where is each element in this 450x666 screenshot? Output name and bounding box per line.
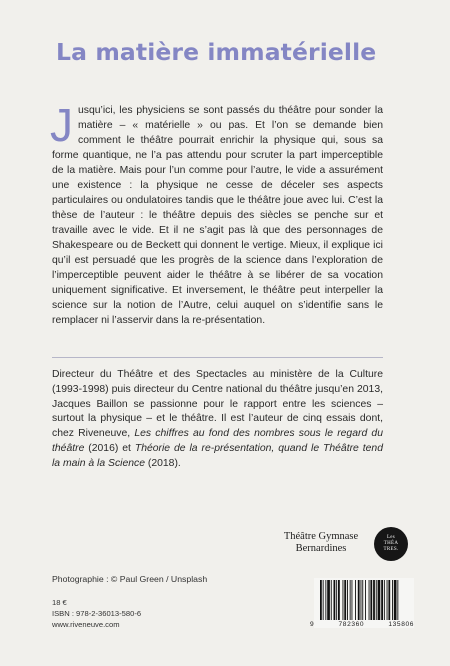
barcode-digits-right: 135806 xyxy=(388,621,414,628)
barcode-bar xyxy=(387,580,388,620)
barcode-bar xyxy=(394,580,397,620)
barcode-bar xyxy=(369,580,370,620)
barcode-bar xyxy=(331,580,332,620)
isbn: ISBN : 978-2-36013-580-6 xyxy=(52,609,142,618)
les-theatres-logo xyxy=(374,527,408,561)
barcode-bar xyxy=(376,580,377,620)
barcode-bar xyxy=(343,580,344,620)
barcode-digits-left: 782360 xyxy=(338,621,365,628)
barcode-bar xyxy=(323,580,324,620)
barcode-bar xyxy=(384,580,385,620)
barcode-digits xyxy=(310,621,414,628)
barcode-bar xyxy=(344,580,346,620)
publisher-name xyxy=(268,531,374,555)
publisher-line-2: Bernardines xyxy=(295,543,347,554)
barcode-bar xyxy=(392,580,393,620)
barcode-bar xyxy=(388,580,390,620)
logo-line-1: Les xyxy=(386,535,396,540)
barcode-bar xyxy=(325,580,326,620)
barcode-bar xyxy=(327,580,330,620)
barcode-bar xyxy=(361,580,362,620)
barcode-digit-first: 9 xyxy=(310,621,315,628)
barcode-bar xyxy=(362,580,363,620)
barcode-bar xyxy=(381,580,383,620)
price: 18 € xyxy=(52,598,67,607)
bio-text-2: (2016) et xyxy=(84,442,135,454)
section-divider xyxy=(52,357,383,358)
barcode-bar xyxy=(338,580,340,620)
barcode-bar xyxy=(352,580,353,620)
book-meta xyxy=(52,597,141,630)
publisher-line-1: Théâtre Gymnase xyxy=(283,531,359,542)
book-reference-2: Théorie de la re-présentation, quand le Théâtre tend la main à la Science xyxy=(52,442,383,469)
barcode-bar xyxy=(365,580,366,620)
summary-text: usqu’ici, les physiciens se sont passés du théâtre pour sonder la matière – « matérielle » ou pas. Et l’on se demande bien comment le théâtre pourrait enrichir la physique qui, sous sa forme quantique, ne l’a pas attendu pour scruter la part imperceptible de la matière. Mais pour l’un comme pour l’autre, le vide a assurément une existence : la physique ne cesse de déceler ses aspects particulaires ou ondulatoires tandis que le théâtre joue avec lui. C’est la thèse de l’auteur : le théâtre depuis des siècles se penche sur et travaille avec le vide. Et il ne s’agit pas là que des personnages de Shakespeare ou de Beckett qui donnent le vertige. Mieux, il explique ici qu’il est persuadé que les progrès de la science dans l’exploration de l’imperceptible peuvent aider le théâtre à se libérer de sa vocation uniquement significative. Et inversement, le théâtre peut interpeller la science sur la notion de l’Autre, celui auquel on s’identifie sans le remplacer ni l’asservir dans la re-présentation. xyxy=(52,105,383,326)
logo-line-2: THÉA xyxy=(383,541,399,546)
photo-credit: Photographie : © Paul Green / Unsplash xyxy=(52,574,208,584)
barcode-bar xyxy=(320,580,322,620)
author-bio xyxy=(52,368,383,472)
barcode-bar xyxy=(334,580,336,620)
book-reference-1: Les chiffres au fond des nombres sous le regard du théâtre xyxy=(52,428,383,454)
barcode-bar xyxy=(355,580,356,620)
barcode-bar xyxy=(397,580,398,620)
barcode-bar xyxy=(350,580,351,620)
barcode-bar xyxy=(347,580,348,620)
barcode-bar xyxy=(373,580,375,620)
book-title: La matière immatérielle xyxy=(56,38,377,66)
bio-text-3: (2018). xyxy=(145,457,181,469)
book-summary xyxy=(50,99,383,328)
bio-text-1: Directeur du Théâtre et des Spectacles au ministère de la Culture (1993-1998) puis directeur du Centre national du théâtre jusqu’en 2013, Jacques Baillon se passionne pour le rapport entre les sciences – surtout la physique – et le théâtre. Il est l’auteur de cinq essais dont, chez Riveneuve, xyxy=(52,369,383,440)
barcode-bars xyxy=(314,578,414,622)
barcode-bar xyxy=(378,580,381,620)
barcode-bar xyxy=(370,580,372,620)
barcode-bar xyxy=(336,580,337,620)
website: www.riveneuve.com xyxy=(52,620,120,629)
barcode-bar xyxy=(358,580,360,620)
logo-line-3: TRES. xyxy=(383,547,399,552)
drop-cap: J xyxy=(50,99,73,151)
